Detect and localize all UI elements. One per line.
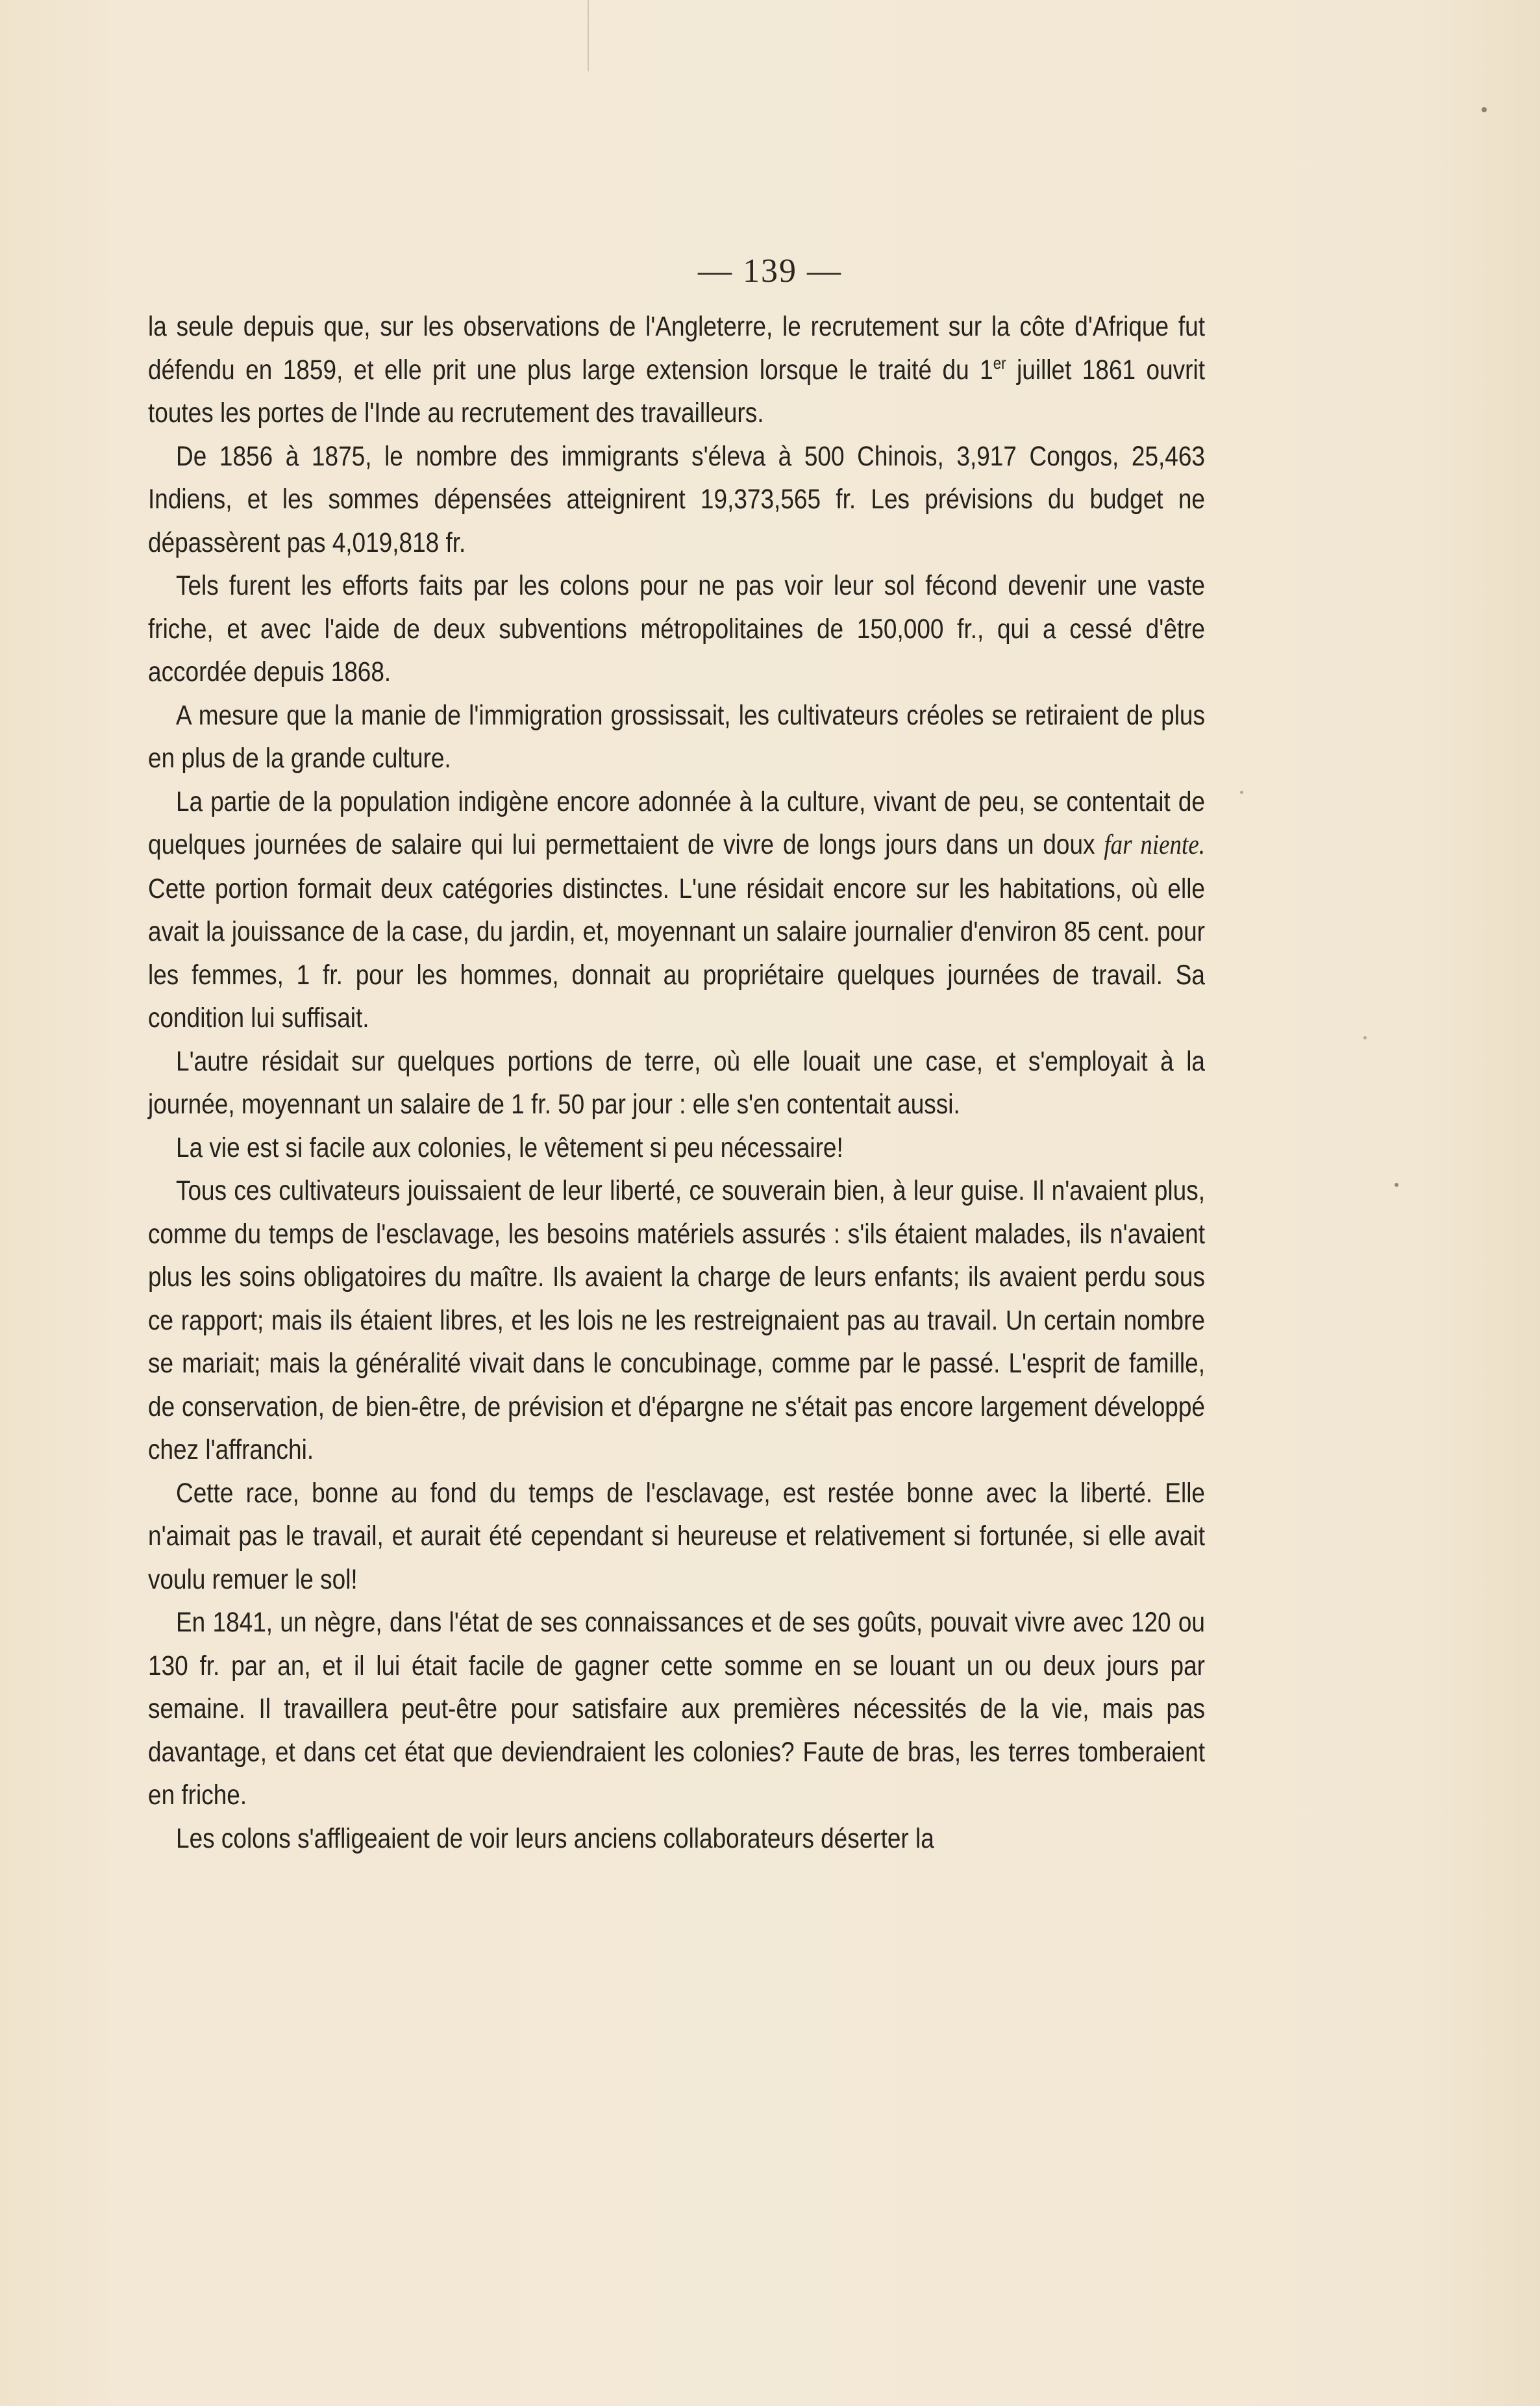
italic-phrase: far niente. xyxy=(1104,830,1205,860)
paragraph xyxy=(148,780,1205,1040)
paragraph-text: L'autre résidait sur quelques portions de terre, où elle louait une case, et s'employait à la journée, moyennant un salaire de 1 fr. 50 par jour : elle s'en contentait aussi. xyxy=(148,1045,1205,1120)
body-text xyxy=(148,305,1205,1860)
paragraph xyxy=(148,1169,1205,1472)
paragraph-text: De 1856 à 1875, le nombre des immigrants s'éleva à 500 Chinois, 3,917 Congos, 25,463 Indiens, et les sommes dépensées atteignirent 19,373,565 fr. Les prévisions du budget ne dépassèrent pas 4,019,818 fr. xyxy=(148,440,1205,558)
page-number: — 139 — xyxy=(698,253,842,290)
paragraph-text: Tous ces cultivateurs jouissaient de leur liberté, ce souverain bien, à leur guise. Il n'avaient plus, comme du temps de l'esclavage, les besoins matériels assurés : s'ils étaient malades, ils n'avaient plus les soins obligatoires du maître. Ils avaient la charge de leurs enfants; ils avaient perdu sous ce rapport; mais ils étaient libres, et les lois ne les restreignaient pas au travail. Un certain nombre se mariait; mais la généralité vivait dans le concubinage, comme par le passé. L'esprit de famille, de conservation, de bien-être, de prévision et d'épargne ne s'était pas encore largement développé chez l'affranchi. xyxy=(148,1175,1205,1465)
page-crease xyxy=(588,0,593,71)
ink-speck xyxy=(1482,107,1487,112)
paragraph-text: La partie de la population indigène encore adonnée à la culture, vivant de peu, se contentait de quelques journées de salaire qui lui permettaient de vivre de longs jours dans un doux xyxy=(148,786,1205,860)
paragraph xyxy=(148,1126,1205,1170)
paragraph xyxy=(148,1472,1205,1602)
paragraph xyxy=(148,1601,1205,1817)
ink-speck xyxy=(1363,1036,1367,1039)
paragraph xyxy=(148,564,1205,694)
paragraph-text: Les colons s'affligeaient de voir leurs anciens collaborateurs déserter la xyxy=(176,1822,934,1854)
ink-speck xyxy=(1395,1183,1398,1187)
paragraph-text: A mesure que la manie de l'immigration grossissait, les cultivateurs créoles se retiraient de plus en plus de la grande culture. xyxy=(148,699,1205,774)
paragraph xyxy=(148,694,1205,780)
superscript: er xyxy=(993,353,1006,373)
paragraph xyxy=(148,435,1205,565)
paragraph-text: Cette race, bonne au fond du temps de l'esclavage, est restée bonne avec la liberté. Elle n'aimait pas le travail, et aurait été cependant si heureuse et relativement si fortunée, si elle avait voulu remuer le sol! xyxy=(148,1477,1205,1595)
paragraph xyxy=(148,305,1205,435)
paragraph xyxy=(148,1040,1205,1126)
paragraph-text: En 1841, un nègre, dans l'état de ses connaissances et de ses goûts, pouvait vivre avec 120 ou 130 fr. par an, et il lui était facile de gagner cette somme en se louant un ou deux jours par semaine. Il travaillera peut-être pour satisfaire aux premières nécessités de la vie, mais pas davantage, et dans cet état que deviendraient les colonies? Faute de bras, les terres tomberaient en friche. xyxy=(148,1607,1205,1811)
paragraph-text: Tels furent les efforts faits par les colons pour ne pas voir leur sol fécond devenir une vaste friche, et avec l'aide de deux subventions métropolitaines de 150,000 fr., qui a cessé d'être accordée depuis 1868. xyxy=(148,570,1205,688)
paragraph-text: la seule depuis que, sur les observations de l'Angleterre, le recrutement sur la côte d'Afrique fut défendu en 1859, et elle prit une plus large extension lorsque le traité du 1 xyxy=(148,311,1205,386)
paragraph-text: La vie est si facile aux colonies, le vêtement si peu nécessaire! xyxy=(176,1132,843,1163)
paragraph-text: juillet 1861 ouvrit toutes les portes de l'Inde au recrutement des travailleurs. xyxy=(148,354,1205,428)
ink-speck xyxy=(1240,791,1243,794)
paragraph xyxy=(148,1817,1205,1861)
paragraph-text: Cette portion formait deux catégories distinctes. L'une résidait encore sur les habitations, où elle avait la jouissance de la case, du jardin, et, moyennant un salaire journalier d'environ 85 cent. pour les femmes, 1 fr. pour les hommes, donnait au propriétaire quelques journées de travail. Sa condition lui suffisait. xyxy=(148,873,1205,1034)
